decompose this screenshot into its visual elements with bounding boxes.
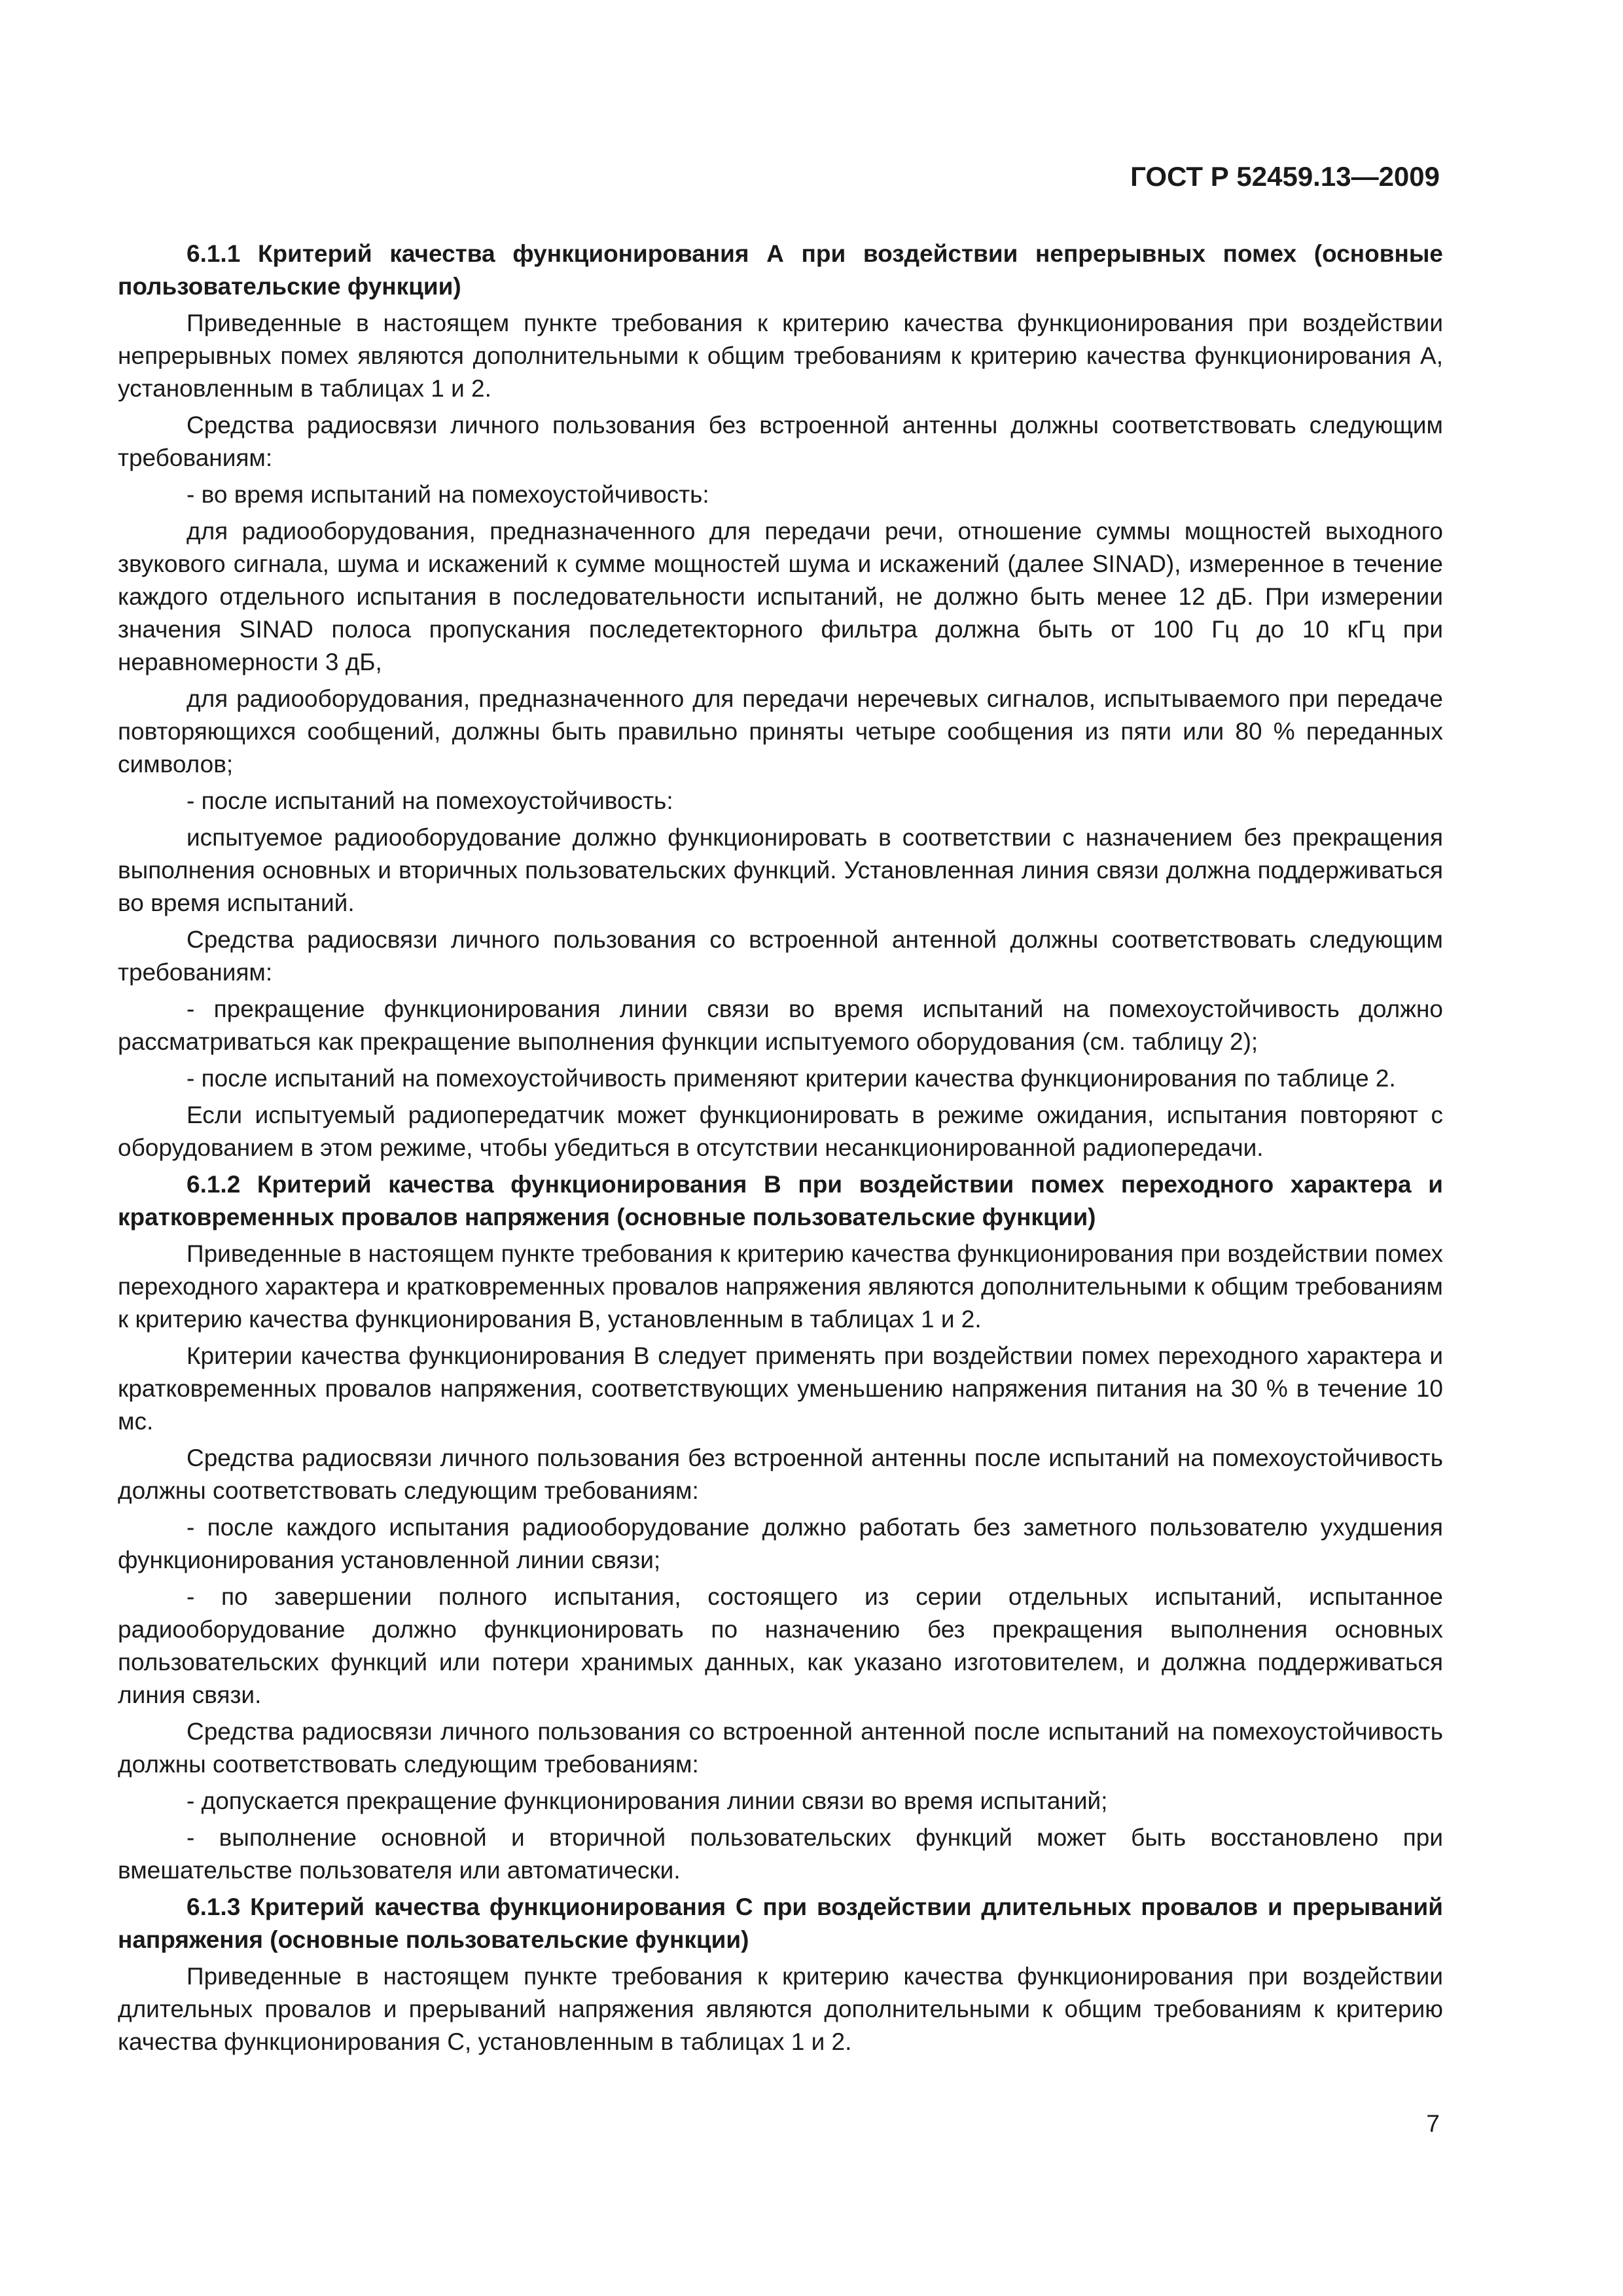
section-heading: 6.1.1 Критерий качества функционирования А при воздействии непрерывных помех (основные пользовательские функции) bbox=[118, 240, 1443, 300]
page-number: 7 bbox=[1426, 2110, 1440, 2137]
section-heading: 6.1.3 Критерий качества функционирования С при воздействии длительных провалов и прерываний напряжения (основные пользовательские функции) bbox=[118, 1893, 1443, 1953]
list-item: - после испытаний на помехоустойчивость: bbox=[187, 787, 673, 814]
paragraph: Приведенные в настоящем пункте требования к критерию качества функционирования при воздействии длительных провалов и прерываний напряжения являются дополнительными к общим требованиям к критерию качества функционирования С, установленным в таблицах 1 и 2. bbox=[118, 1963, 1443, 2055]
paragraph: Средства радиосвязи личного пользования со встроенной антенной должны соответствовать следующим требованиям: bbox=[118, 926, 1443, 986]
list-item: - после каждого испытания радиооборудование должно работать без заметного пользователю ухудшения функционирования установленной линии связи; bbox=[118, 1514, 1443, 1573]
paragraph: для радиооборудования, предназначенного для передачи неречевых сигналов, испытываемого при передаче повторяющихся сообщений, должны быть правильно приняты четыре сообщения из пяти или 80 % переданных символов; bbox=[118, 685, 1443, 778]
list-item: - во время испытаний на помехоустойчивость: bbox=[187, 481, 709, 508]
document-header: ГОСТ Р 52459.13—2009 bbox=[1130, 161, 1440, 192]
paragraph: Средства радиосвязи личного пользования со встроенной антенной после испытаний на помехоустойчивость должны соответствовать следующим требованиям: bbox=[118, 1718, 1443, 1778]
list-item: - выполнение основной и вторичной пользовательских функций может быть восстановлено при вмешательстве пользователя или автоматически. bbox=[118, 1824, 1443, 1884]
list-item: - после испытаний на помехоустойчивость применяют критерии качества функционирования по таблице 2. bbox=[187, 1065, 1396, 1092]
list-item: - прекращение функционирования линии связи во время испытаний на помехоустойчивость должно рассматриваться как прекращение выполнения функции испытуемого оборудования (см. таблицу 2); bbox=[118, 996, 1443, 1055]
paragraph: Если испытуемый радиопередатчик может функционировать в режиме ожидания, испытания повторяют с оборудованием в этом режиме, чтобы убедиться в отсутствии несанкционированной радиопередачи. bbox=[118, 1102, 1443, 1161]
paragraph: Средства радиосвязи личного пользования без встроенной антенны после испытаний на помехоустойчивость должны соответствовать следующим требованиям: bbox=[118, 1444, 1443, 1504]
list-item: - по завершении полного испытания, состоящего из серии отдельных испытаний, испытанное радиооборудование должно функционировать по назначению без прекращения выполнения основных пользовательских функций или потери хранимых данных, как указано изготовителем, и должна поддерживаться линия связи. bbox=[118, 1583, 1443, 1708]
paragraph: испытуемое радиооборудование должно функционировать в соответствии с назначением без прекращения выполнения основных и вторичных пользовательских функций. Установленная линия связи должна поддерживаться во время испытаний. bbox=[118, 824, 1443, 916]
paragraph: Средства радиосвязи личного пользования без встроенной антенны должны соответствовать следующим требованиям: bbox=[118, 412, 1443, 471]
paragraph: Приведенные в настоящем пункте требования к критерию качества функционирования при воздействии непрерывных помех являются дополнительными к общим требованиям к критерию качества функционирования А, установленным в таблицах 1 и 2. bbox=[118, 310, 1443, 402]
document-body bbox=[118, 238, 1443, 2062]
section-heading: 6.1.2 Критерий качества функционирования В при воздействии помех переходного характера и кратковременных провалов напряжения (основные пользовательские функции) bbox=[118, 1171, 1443, 1230]
paragraph: Приведенные в настоящем пункте требования к критерию качества функционирования при воздействии помех переходного характера и кратковременных провалов напряжения являются дополнительными к общим требованиям к критерию качества функционирования В, установленным в таблицах 1 и 2. bbox=[118, 1240, 1443, 1333]
paragraph: Критерии качества функционирования В следует применять при воздействии помех переходного характера и кратковременных провалов напряжения, соответствующих уменьшению напряжения питания на 30 % в течение 10 мс. bbox=[118, 1342, 1443, 1435]
paragraph: для радиооборудования, предназначенного для передачи речи, отношение суммы мощностей выходного звукового сигнала, шума и искажений к сумме мощностей шума и искажений (далее SINAD), измеренное в течение каждого отдельного испытания в последовательности испытаний, не должно быть менее 12 дБ. При измерении значения SINAD полоса пропускания последетекторного фильтра должна быть от 100 Гц до 10 кГц при неравномерности 3 дБ, bbox=[118, 518, 1443, 675]
list-item: - допускается прекращение функционирования линии связи во время испытаний; bbox=[187, 1787, 1108, 1814]
